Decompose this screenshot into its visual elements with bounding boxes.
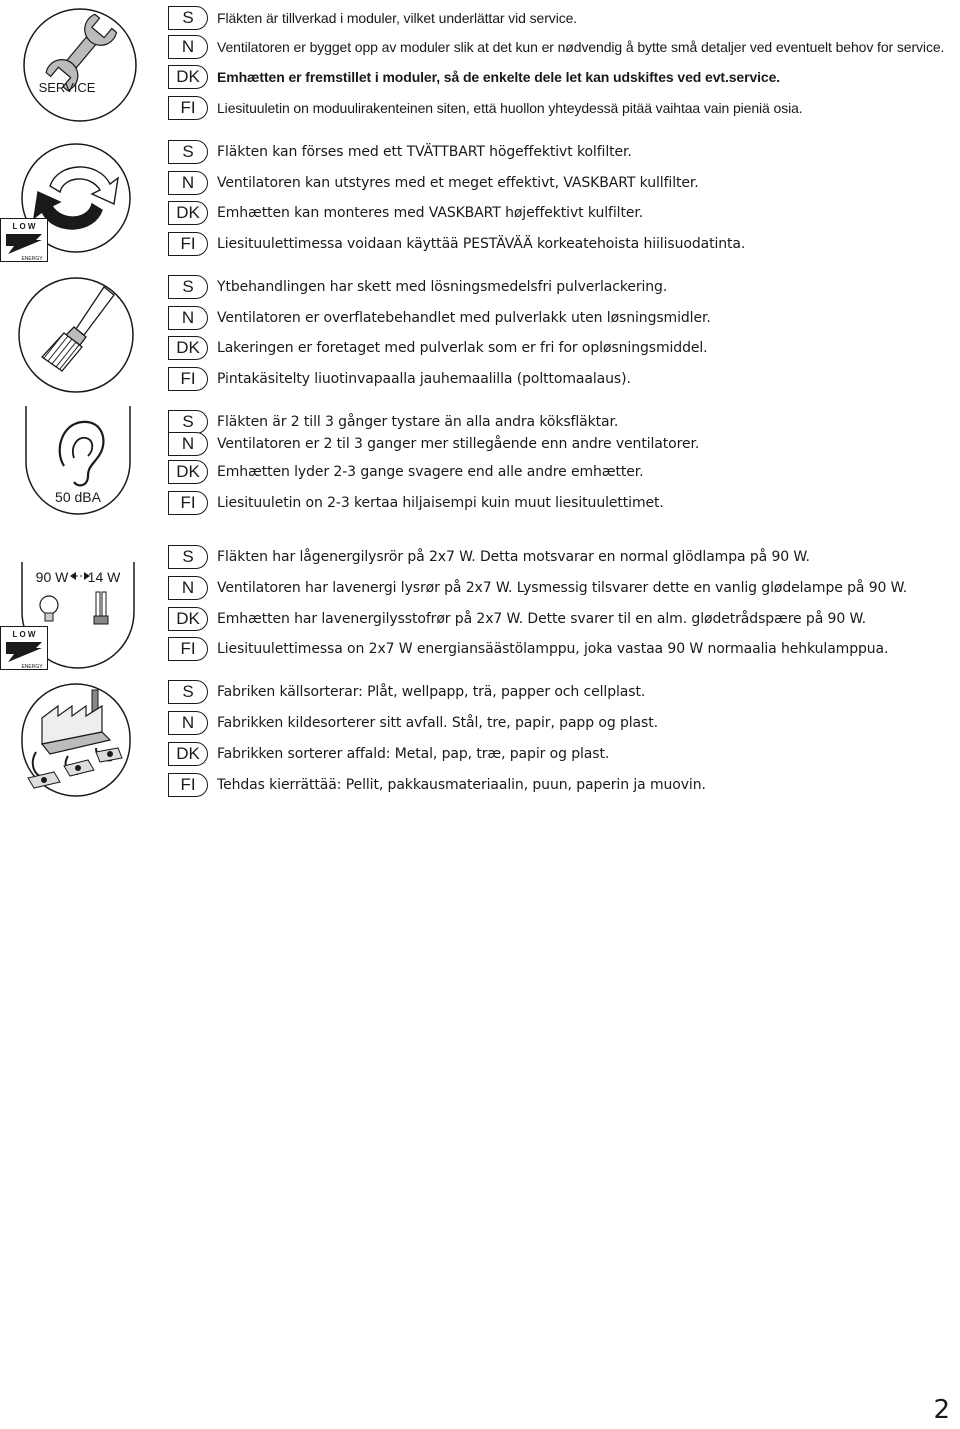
text-n: Ventilatoren er overflatebehandlet med pulverlakk uten løsningsmidler. (217, 310, 711, 326)
section-recycling (0, 676, 960, 806)
text-dk: Lakeringen er foretaget med pulverlak som er fri for opløsningsmiddel. (217, 340, 708, 356)
lang-badge-s: S (168, 275, 208, 299)
lang-badge-n: N (168, 306, 208, 330)
text-dk: Emhætten kan monteres med VASKBART højeffektivt kulfilter. (217, 205, 644, 221)
text-dk: Emhætten har lavenergilysstofrør på 2x7 W. Dette svarer til en alm. glødetrådspære på 90 W. (217, 611, 866, 627)
section-filter (0, 136, 960, 266)
lang-badge-n: N (168, 35, 208, 59)
lang-row-dk (168, 335, 708, 361)
lang-row-n (168, 710, 658, 736)
text-dk: Emhætten er fremstillet i moduler, så de enkelte dele let kan udskiftes ved evt.service. (217, 69, 781, 85)
text-n: Ventilatoren kan utstyres med et meget effektivt, VASKBART kullfilter. (217, 175, 699, 191)
lang-badge-dk: DK (168, 460, 208, 484)
low-energy-badge-icon (0, 626, 48, 670)
text-s: Ytbehandlingen har skett med lösningsmedelsfri pulverlackering. (217, 279, 668, 295)
lang-badge-n: N (168, 432, 208, 456)
text-fi: Liesituulettimessa voidaan käyttää PESTÄVÄÄ korkeatehoista hiilisuodatinta. (217, 236, 746, 252)
svg-text:ENERGY: ENERGY (21, 664, 43, 670)
svg-text:ENERGY: ENERGY (21, 256, 43, 262)
lang-row-n (168, 431, 699, 457)
svg-text:50 dBA: 50 dBA (55, 489, 101, 505)
text-s: Fläkten har lågenergilysrör på 2x7 W. Detta motsvarar en normal glödlampa på 90 W. (217, 549, 810, 565)
text-fi: Liesituuletin on moduulirakenteinen siten, että huollon yhteydessä pitää vaihtaa vain pieniä osia. (217, 100, 803, 116)
text-s: Fläkten kan förses med ett TVÄTTBART högeffektivt kolfilter. (217, 144, 632, 160)
lang-badge-fi: FI (168, 96, 208, 120)
lang-badge-s: S (168, 410, 208, 434)
lang-badge-s: S (168, 6, 208, 30)
text-dk: Fabrikken sorterer affald: Metal, pap, træ, papir og plast. (217, 746, 610, 762)
lang-row-s (168, 679, 645, 705)
text-s: Fabriken källsorterar: Plåt, wellpapp, trä, papper och cellplast. (217, 684, 646, 700)
lang-row-s (168, 274, 667, 300)
low-energy-badge-icon (0, 218, 48, 262)
lang-row-s (168, 5, 577, 31)
text-fi: Liesituulettimessa on 2x7 W energiansäästölamppu, joka vastaa 90 W normaalia hehkulamppua. (217, 641, 889, 657)
lang-badge-dk: DK (168, 201, 208, 225)
lang-row-s (168, 544, 810, 570)
lang-badge-s: S (168, 545, 208, 569)
lang-row-n (168, 575, 907, 601)
lang-row-n (168, 305, 711, 331)
service-label: SERVICE (38, 80, 96, 95)
lang-row-fi (168, 636, 888, 662)
lang-badge-s: S (168, 140, 208, 164)
wrench-icon (22, 4, 138, 126)
section-noise (0, 406, 960, 526)
lang-badge-dk: DK (168, 742, 208, 766)
lang-row-dk (168, 459, 643, 485)
lang-badge-n: N (168, 711, 208, 735)
lang-row-n (168, 34, 944, 60)
recycling-factory-icon (18, 682, 134, 802)
text-dk: Emhætten lyder 2-3 gange svagere end alle andre emhætter. (217, 464, 644, 480)
lang-row-s (168, 139, 632, 165)
text-fi: Pintakäsitelty liuotinvapaalla jauhemaalilla (polttomaalaus). (217, 371, 631, 387)
lang-row-fi (168, 95, 803, 121)
text-fi: Liesituuletin on 2-3 kertaa hiljaisempi kuin muut liesituulettimet. (217, 495, 664, 511)
text-s: Fläkten är 2 till 3 gånger tystare än alla andra köksfläktar. (217, 414, 619, 430)
lang-row-fi (168, 231, 745, 257)
lang-badge-s: S (168, 680, 208, 704)
lang-badge-fi: FI (168, 367, 208, 391)
lang-badge-fi: FI (168, 773, 208, 797)
text-n: Ventilatoren er 2 til 3 ganger mer stillegående enn andre ventilatorer. (217, 436, 700, 452)
svg-text:L O W: L O W (12, 222, 36, 231)
lang-badge-fi: FI (168, 491, 208, 515)
lang-badge-dk: DK (168, 65, 208, 89)
svg-text:90 W: 90 W (35, 569, 69, 585)
text-n: Ventilatoren har lavenergi lysrør på 2x7 W. Lysmessig tilsvarer dette en vanlig glødelampe på 90 W. (217, 580, 908, 596)
lang-badge-dk: DK (168, 336, 208, 360)
lang-badge-fi: FI (168, 637, 208, 661)
lang-badge-dk: DK (168, 607, 208, 631)
paintbrush-icon (18, 273, 134, 399)
svg-text:14 W: 14 W (87, 569, 121, 585)
lang-row-dk (168, 200, 643, 226)
lang-row-n (168, 170, 699, 196)
section-service (0, 0, 960, 130)
section-paint (0, 271, 960, 401)
text-n: Fabrikken kildesorterer sitt avfall. Stål, tre, papir, papp og plast. (217, 715, 658, 731)
text-fi: Tehdas kierrättää: Pellit, pakkausmateriaalin, puun, paperin ja muovin. (217, 777, 706, 793)
lang-row-fi (168, 772, 706, 798)
page-number: 2 (933, 1395, 950, 1425)
svg-text:L O W: L O W (12, 630, 36, 639)
lang-row-dk (168, 741, 609, 767)
lang-row-dk (168, 64, 780, 90)
lang-row-fi (168, 490, 664, 516)
text-s: Fläkten är tillverkad i moduler, vilket underlättar vid service. (217, 10, 578, 26)
lang-badge-n: N (168, 576, 208, 600)
lang-badge-fi: FI (168, 232, 208, 256)
lang-row-dk (168, 606, 866, 632)
section-lighting (0, 540, 960, 675)
text-n: Ventilatoren er bygget opp av moduler slik at det kun er nødvendig å bytte små detaljer ved eventuelt behov for service. (217, 39, 945, 55)
lang-badge-n: N (168, 171, 208, 195)
lang-row-fi (168, 366, 631, 392)
ear-icon (20, 406, 136, 522)
